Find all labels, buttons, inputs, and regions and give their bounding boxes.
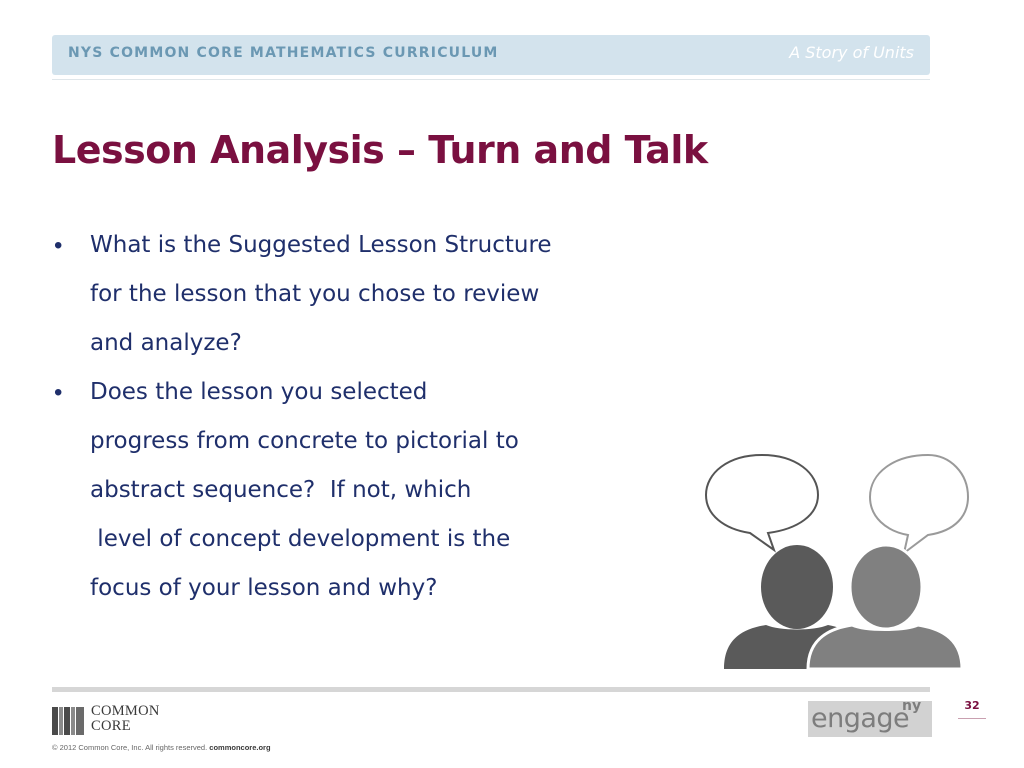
copyright-text: © 2012 Common Core, Inc. All rights reserved. [52,743,208,752]
bullet-list [52,221,652,613]
slide-title: Lesson Analysis – Turn and Talk [52,128,708,172]
bullet-text-line: level of concept development is the [90,526,511,552]
bullet-text-line: What is the Suggested Lesson Structure [90,232,552,258]
bullet-text-line: Does the lesson you selected [90,379,428,405]
two-people-talking-icon [700,445,970,673]
bullet-text-line: focus of your lesson and why? [90,575,438,601]
page-number-underline [958,718,986,719]
bullet-item [52,368,652,613]
logo-line-1: COMMON [91,703,160,719]
logo-line-2: CORE [91,718,131,734]
speech-bubble-left-icon [706,455,818,550]
person-light-icon [808,545,962,669]
book-spines-icon [52,707,86,735]
bullet-marker: • [54,232,63,259]
copyright-notice [52,743,271,752]
bullet-text-line: abstract sequence? If not, which [90,477,472,503]
bullet-item [52,221,652,368]
site-link[interactable]: commoncore.org [209,743,271,752]
engage-wordmark: engage [811,703,910,734]
header-bar [52,35,930,75]
engage-ny-superscript: ny [902,698,922,714]
story-label: A Story of Units [789,43,914,62]
bullet-text-line: and analyze? [90,330,242,356]
header-divider [52,79,930,80]
bullet-text-line: progress from concrete to pictorial to [90,428,519,454]
engageny-logo [808,698,932,737]
logo-wordmark [91,704,160,734]
page-number: 32 [964,699,980,712]
curriculum-label: NYS COMMON CORE MATHEMATICS CURRICULUM [68,45,499,61]
common-core-logo [52,704,192,738]
footer-divider [52,687,930,692]
bullet-text-line: for the lesson that you chose to review [90,281,540,307]
speech-bubble-right-icon [870,455,968,553]
bullet-marker: • [54,379,63,406]
